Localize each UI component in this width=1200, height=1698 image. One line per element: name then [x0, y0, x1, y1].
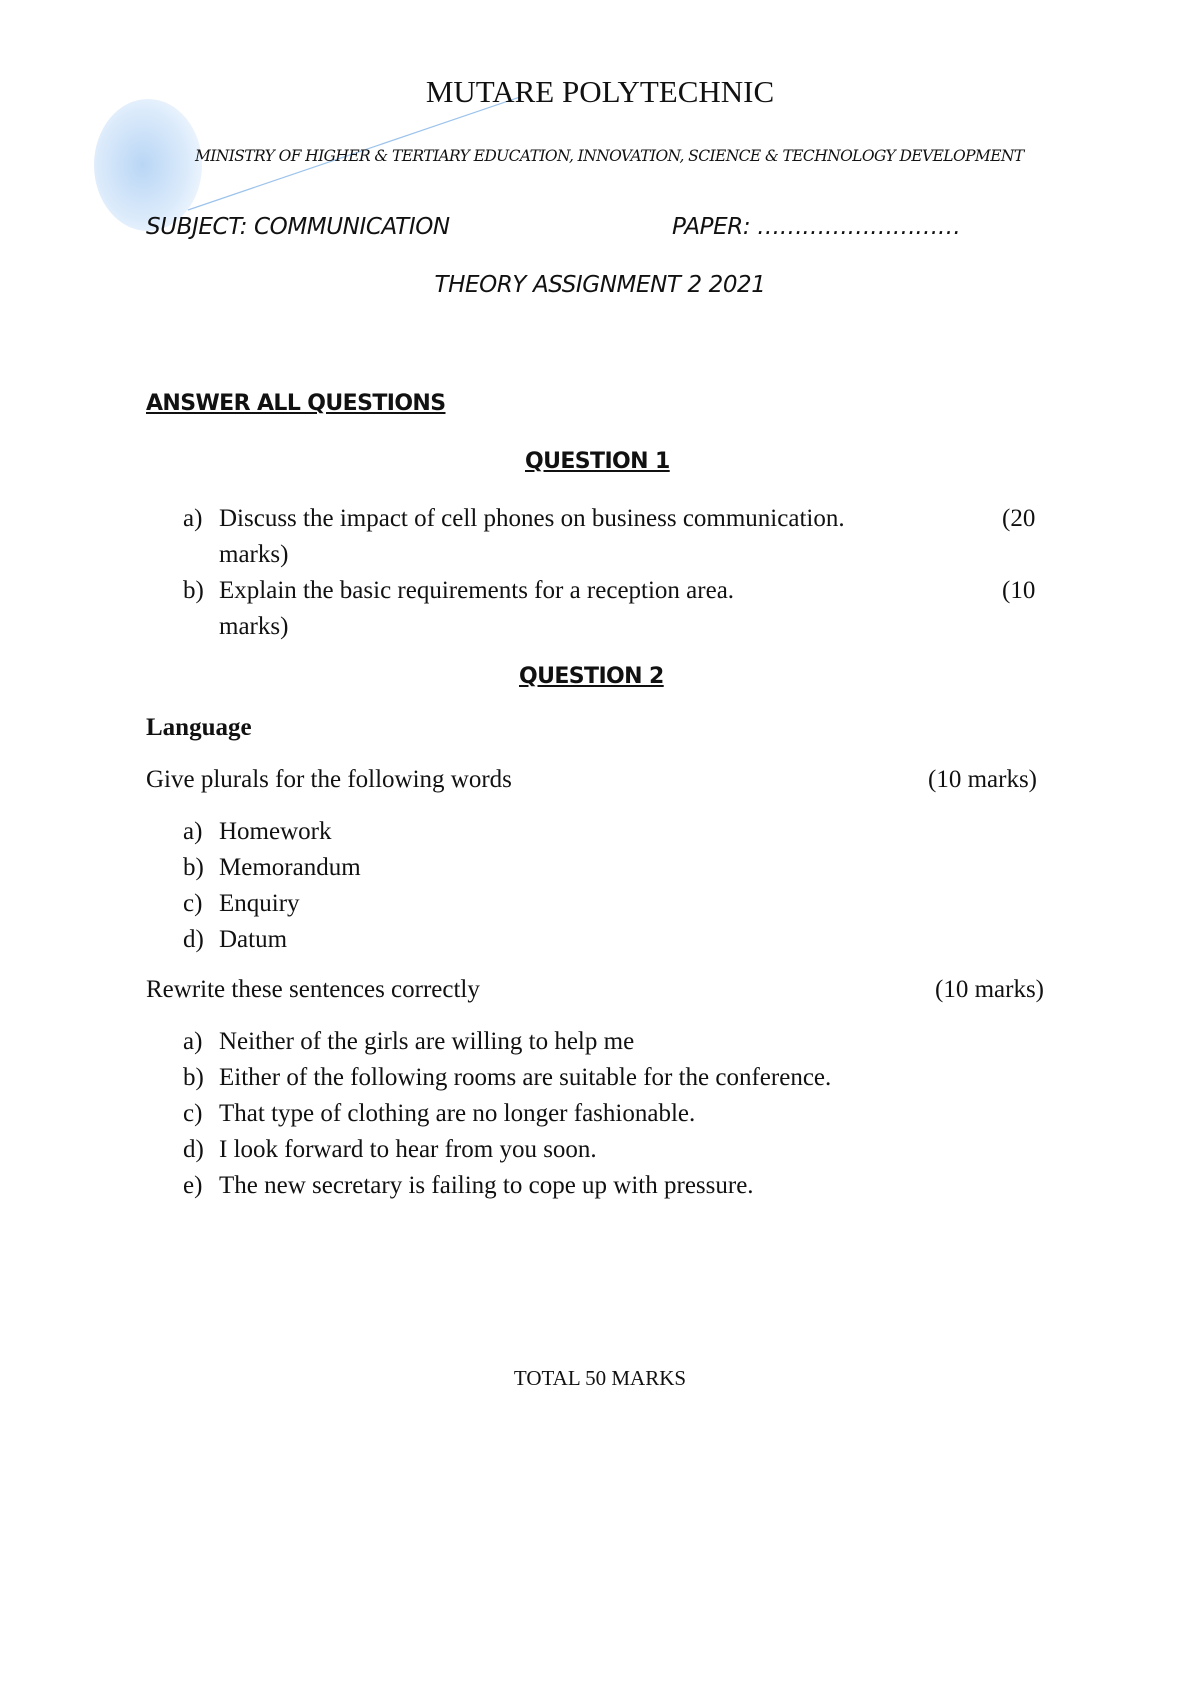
item-text: Datum [219, 926, 288, 953]
section-heading: Language [146, 714, 252, 741]
part-1-instruction: Give plurals for the following words [146, 766, 512, 793]
part-2-instruction: Rewrite these sentences correctly [146, 976, 480, 1003]
item-label: e) [183, 1172, 203, 1199]
question-2-heading: QUESTION 2 [519, 664, 664, 689]
assignment-title: THEORY ASSIGNMENT 2 2021 [434, 272, 766, 298]
item-label: a) [183, 1028, 203, 1055]
item-text: Homework [219, 818, 332, 845]
item-text: Neither of the girls are willing to help me [219, 1028, 635, 1055]
item-label: b) [183, 577, 204, 604]
institution-title: MUTARE POLYTECHNIC [425, 74, 775, 109]
item-marks: (20 [1002, 505, 1036, 532]
item-label: c) [183, 1100, 203, 1127]
question-1-heading: QUESTION 1 [525, 449, 670, 474]
item-label: d) [183, 1136, 204, 1163]
item-text: The new secretary is failing to cope up with pressure. [219, 1172, 754, 1199]
total-marks: TOTAL 50 MARKS [513, 1366, 687, 1390]
subject-line: SUBJECT: COMMUNICATION [146, 214, 450, 240]
item-label: a) [183, 505, 203, 532]
item-text: Memorandum [219, 854, 361, 881]
item-text: I look forward to hear from you soon. [219, 1136, 597, 1163]
logo-bubble [94, 99, 202, 231]
instructions-heading: ANSWER ALL QUESTIONS [146, 391, 446, 416]
item-label: c) [183, 890, 203, 917]
item-marks-cont: marks) [219, 613, 289, 640]
item-marks-cont: marks) [219, 541, 289, 568]
paper-line: PAPER: ……………………… [672, 214, 961, 240]
item-label: b) [183, 854, 204, 881]
part-1-marks: (10 marks) [928, 766, 1037, 793]
item-text: Explain the basic requirements for a reception area. [219, 577, 735, 604]
item-text: Discuss the impact of cell phones on business communication. [219, 505, 845, 532]
ministry-subtitle: MINISTRY OF HIGHER & TERTIARY EDUCATION, INNOVATION, SCIENCE & TECHNOLOGY DEVELOPMENT [195, 147, 1024, 165]
item-label: d) [183, 926, 204, 953]
item-label: b) [183, 1064, 204, 1091]
part-2-marks: (10 marks) [935, 976, 1044, 1003]
item-marks: (10 [1002, 577, 1036, 604]
item-text: Either of the following rooms are suitable for the conference. [219, 1064, 832, 1091]
item-text: That type of clothing are no longer fashionable. [219, 1100, 696, 1127]
item-text: Enquiry [219, 890, 300, 917]
item-label: a) [183, 818, 203, 845]
